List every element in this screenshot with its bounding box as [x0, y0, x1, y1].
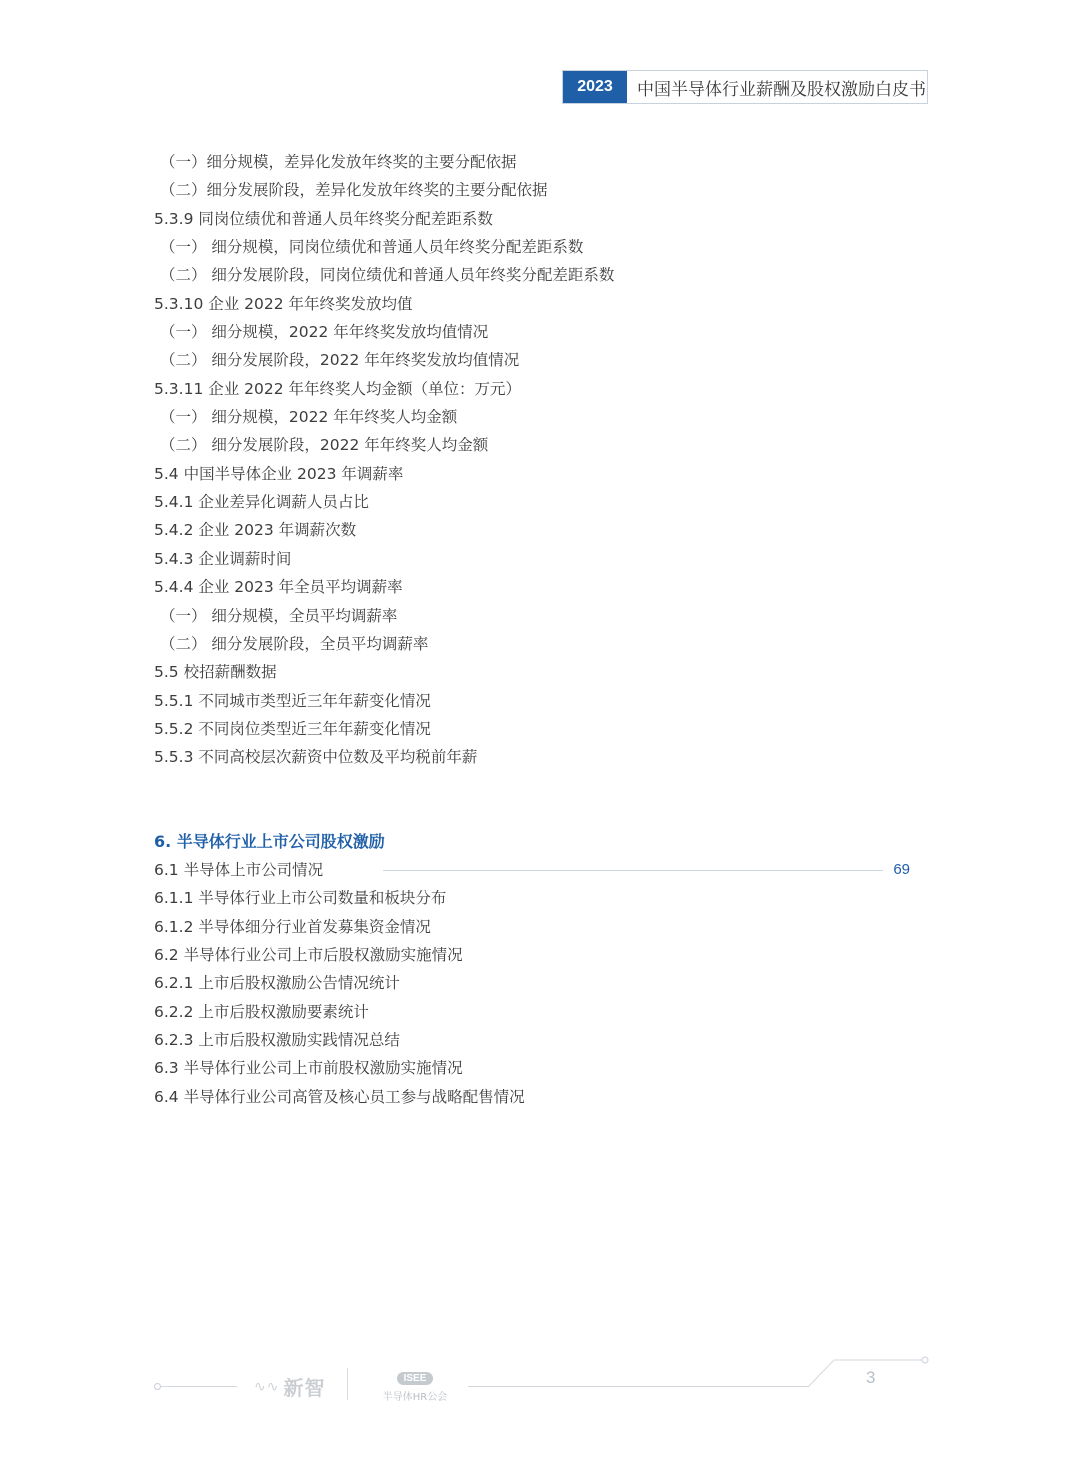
toc-entry[interactable]: 6.2.2 上市后股权激励要素统计 — [154, 1002, 369, 1021]
toc-entry[interactable]: 5.4.4 企业 2023 年全员平均调薪率 — [154, 578, 403, 597]
toc-entry[interactable]: 6.3 半导体行业公司上市前股权激励实施情况 — [154, 1059, 463, 1078]
toc-entry[interactable]: 6.2 半导体行业公司上市后股权激励实施情况 — [154, 945, 463, 964]
toc-entry[interactable]: （二） 细分发展阶段，全员平均调薪率 — [160, 634, 429, 653]
isee-logo — [374, 1366, 456, 1403]
table-of-contents — [154, 148, 914, 1111]
toc-entry[interactable]: 6.1.1 半导体行业上市公司数量和板块分布 — [154, 889, 447, 908]
toc-entry[interactable]: 6.1.2 半导体细分行业首发募集资金情况 — [154, 917, 431, 936]
toc-entry[interactable]: 5.5 校招薪酬数据 — [154, 663, 277, 682]
toc-entry-6-1[interactable] — [154, 856, 914, 884]
toc-entry[interactable]: 5.3.10 企业 2022 年年终奖发放均值 — [154, 294, 413, 313]
toc-entry[interactable]: （二） 细分发展阶段，同岗位绩优和普通人员年终奖分配差距系数 — [160, 266, 615, 285]
toc-entry[interactable]: 6.2.3 上市后股权激励实践情况总结 — [154, 1030, 400, 1049]
toc-entry[interactable]: 5.3.9 同岗位绩优和普通人员年终奖分配差距系数 — [154, 209, 493, 228]
toc-entry[interactable]: （一） 细分规模，2022 年年终奖人均金额 — [160, 408, 458, 427]
toc-entry[interactable]: 5.5.1 不同城市类型近三年年薪变化情况 — [154, 691, 431, 710]
toc-entry[interactable]: （一） 细分规模，2022 年年终奖发放均值情况 — [160, 323, 489, 342]
toc-entry[interactable]: 5.5.3 不同高校层次薪资中位数及平均税前年薪 — [154, 748, 478, 767]
toc-leader-line — [383, 870, 883, 871]
footer-divider — [347, 1368, 348, 1400]
toc-entry[interactable]: 6.4 半导体行业公司高管及核心员工参与战略配售情况 — [154, 1087, 525, 1106]
isee-subtitle: 半导体HR公会 — [382, 1392, 448, 1403]
toc-entry[interactable]: （二） 细分发展阶段，2022 年年终奖发放均值情况 — [160, 351, 520, 370]
footer-dot-left — [154, 1383, 161, 1390]
header-title: 中国半导体行业薪酬及股权激励白皮书 — [637, 79, 926, 100]
xinzhi-logo: ∿∿ 新智 — [254, 1376, 326, 1400]
footer-line-left — [161, 1386, 237, 1387]
section-6-title[interactable]: 6. 半导体行业上市公司股权激励 — [154, 831, 385, 851]
toc-entry[interactable]: （二） 细分发展阶段，2022 年年终奖人均金额 — [160, 436, 489, 455]
page-footer — [0, 1350, 1080, 1410]
toc-entry[interactable]: 5.4.2 企业 2023 年调薪次数 — [154, 521, 357, 540]
toc-entry[interactable]: （一）细分规模，差异化发放年终奖的主要分配依据 — [160, 153, 517, 171]
toc-entry[interactable]: 5.3.11 企业 2022 年年终奖人均金额（单位：万元） — [154, 379, 522, 398]
toc-entry[interactable]: 5.4 中国半导体企业 2023 年调薪率 — [154, 464, 404, 483]
footer-line-right — [468, 1386, 808, 1387]
toc-entry-label: 6.1 半导体上市公司情况 — [154, 860, 324, 879]
toc-entry[interactable]: （二）细分发展阶段，差异化发放年终奖的主要分配依据 — [160, 181, 548, 200]
waveform-icon: ∿∿ — [254, 1378, 280, 1395]
toc-entry[interactable]: 6.2.1 上市后股权激励公告情况统计 — [154, 974, 400, 993]
toc-entry[interactable]: 5.4.3 企业调薪时间 — [154, 549, 292, 568]
toc-entry[interactable]: 5.4.1 企业差异化调薪人员占比 — [154, 493, 369, 512]
toc-page-number: 69 — [893, 860, 910, 878]
toc-entry[interactable]: 5.5.2 不同岗位类型近三年年薪变化情况 — [154, 719, 431, 738]
isee-badge: ISEE — [397, 1372, 434, 1385]
toc-entry[interactable]: （一） 细分规模，同岗位绩优和普通人员年终奖分配差距系数 — [160, 238, 584, 257]
page-number: 3 — [866, 1368, 876, 1387]
page-header — [562, 70, 928, 104]
header-year: 2023 — [563, 71, 627, 103]
toc-entry[interactable]: （一） 细分规模，全员平均调薪率 — [160, 606, 398, 625]
